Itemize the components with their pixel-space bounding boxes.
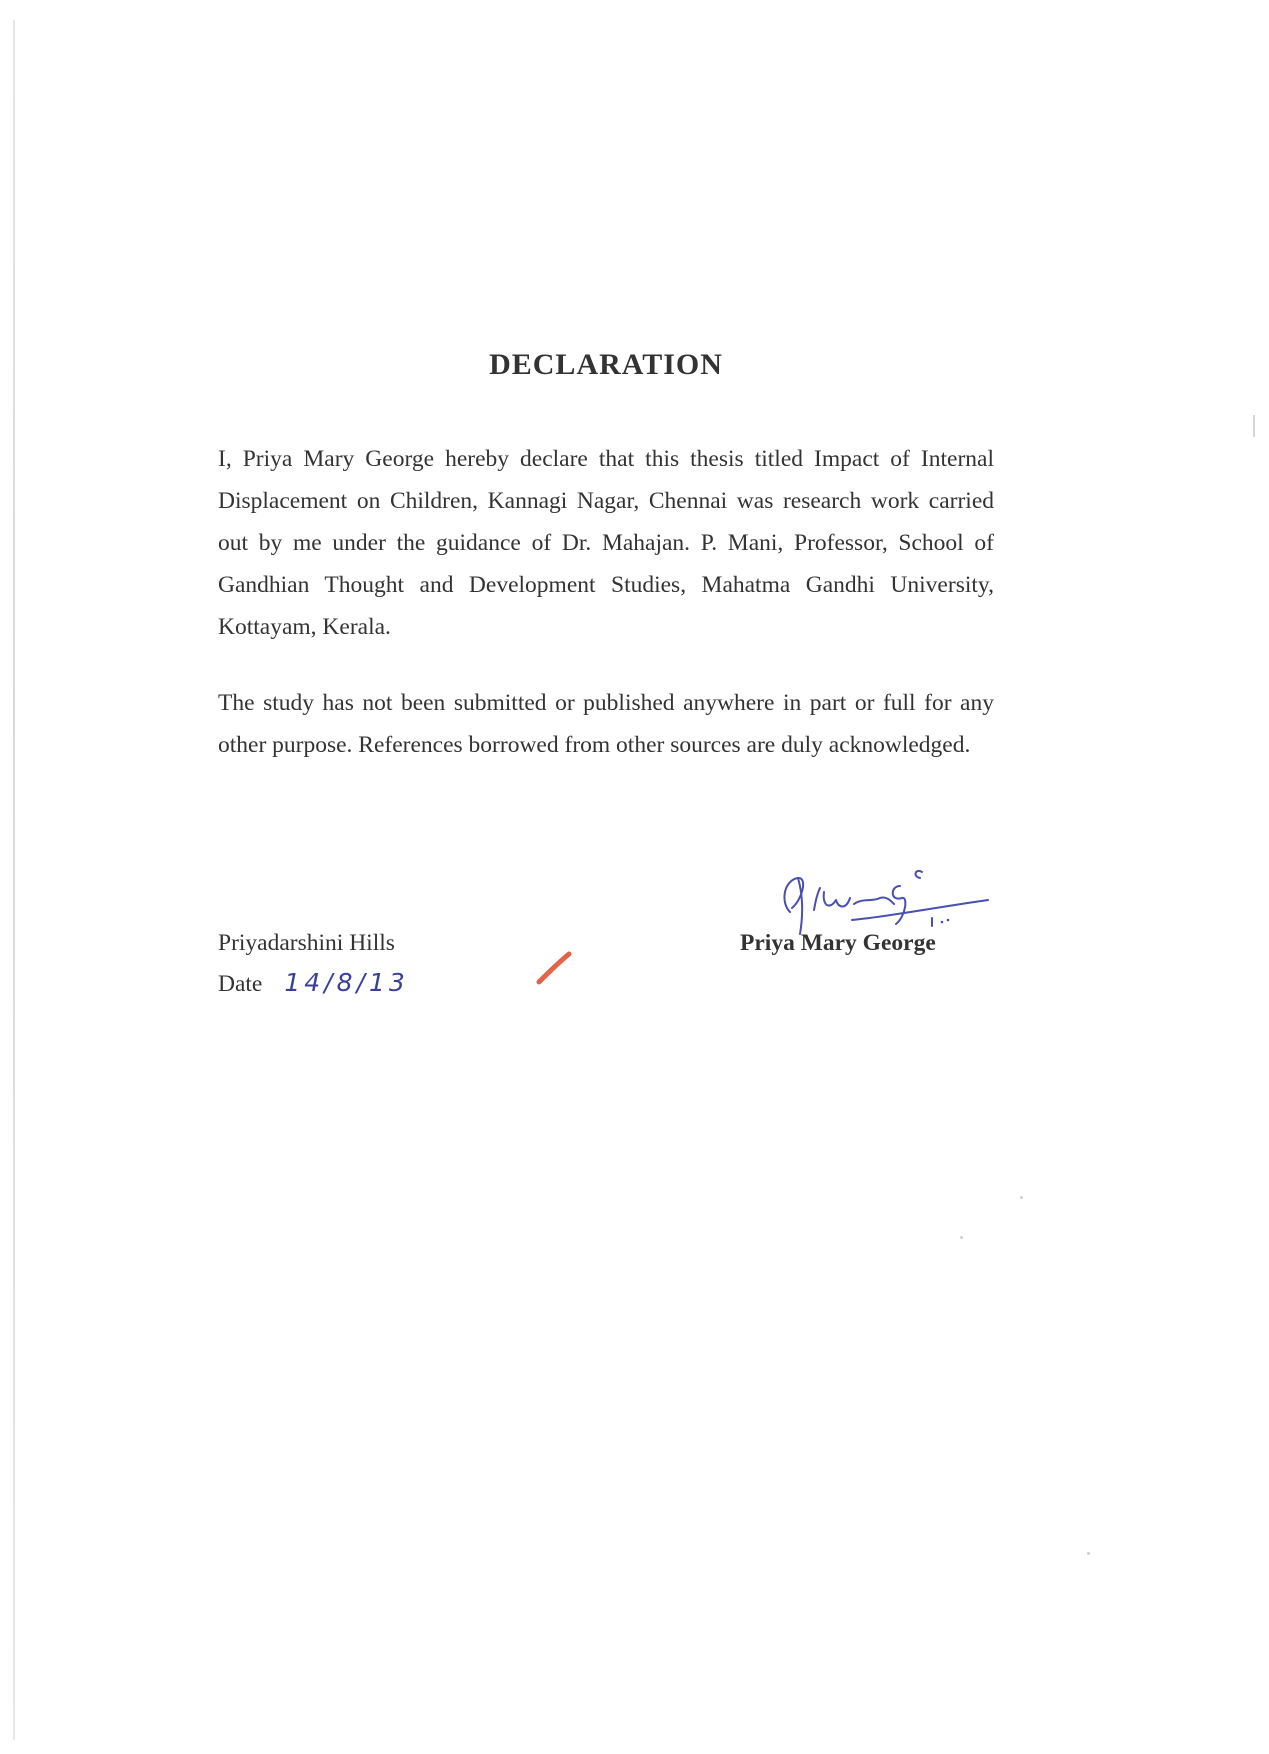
declaration-paragraph-1: I, Priya Mary George hereby declare that this thesis titled Impact of Internal Displacement on Children, Kannagi Nagar, Chennai was research work carried out by me under the guidance of Dr. Mahajan. P. Mani, Professor, School of Gandhian Thought and Development Studies, Mahatma Gandhi University, Kottayam, Kerala.	[218, 446, 994, 640]
red-ink-mark	[535, 948, 575, 988]
place-text: Priyadarshini Hills	[218, 930, 395, 956]
scan-edge-line	[13, 20, 15, 1740]
signatory-name: Priya Mary George	[740, 930, 936, 956]
scan-speck	[1020, 1196, 1023, 1199]
declaration-paragraph-2: The study has not been submitted or published anywhere in part or full for any other purpose. References borrowed from other sources are duly acknowledged.	[218, 690, 994, 758]
scan-speck	[960, 1236, 963, 1239]
handwritten-date: 14/8/13	[284, 968, 409, 997]
date-label: Date	[218, 971, 263, 997]
scan-speck	[1087, 1552, 1090, 1555]
date-row	[218, 968, 409, 998]
page-title: DECLARATION	[489, 348, 723, 381]
scan-mark	[1253, 415, 1255, 437]
